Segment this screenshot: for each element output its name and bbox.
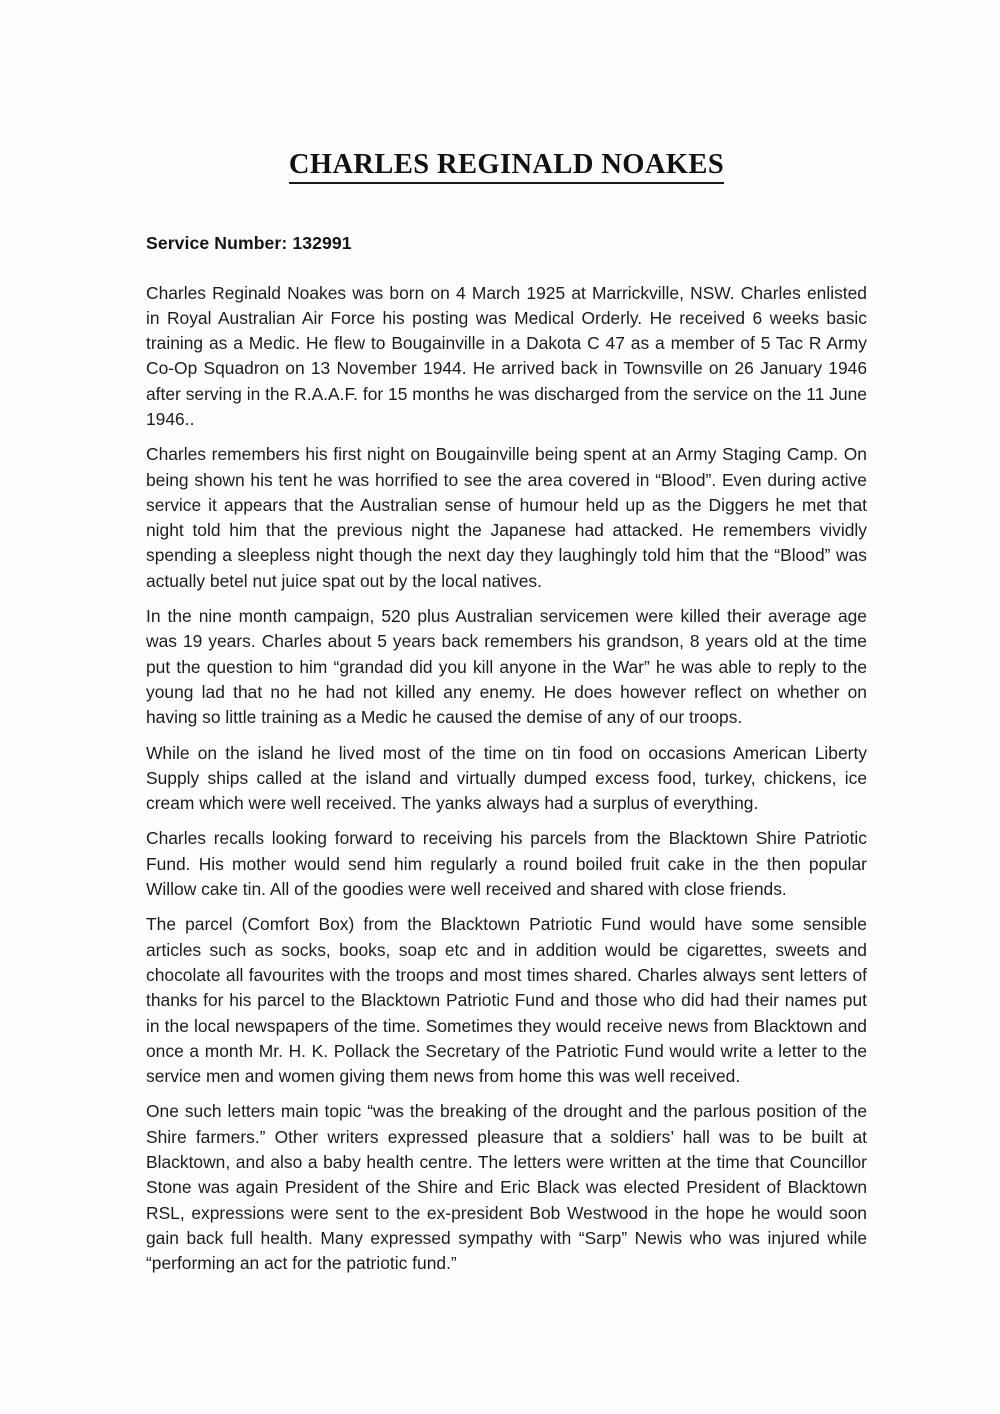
document-body (146, 254, 867, 1277)
paragraph: In the nine month campaign, 520 plus Australian servicemen were killed their average age was 19 years. Charles about 5 years back remembers his grandson, 8 years old at the time put the question to him “grandad did you kill anyone in the War” he was able to reply to the young lad that no he had not killed any enemy. He does however reflect on whether on having so little training as a Medic he caused the demise of any of our troops. (146, 606, 867, 728)
paragraph: One such letters main topic “was the breaking of the drought and the parlous position of the Shire farmers.” Other writers expressed pleasure that a soldiers’ hall was to be built at Blacktown, and also a baby health centre. The letters were written at the time that Councillor Stone was again President of the Shire and Eric Black was elected President of Blacktown RSL, expressions were sent to the ex-president Bob Westwood in the hope he would soon gain back full health. Many expressed sympathy with “Sarp” Newis who was injured while “performing an act for the patriotic fund.” (146, 1101, 867, 1274)
paragraph: Charles remembers his first night on Bougainville being spent at an Army Staging Camp. On being shown his tent he was horrified to see the area covered in “Blood”. Even during active service it appears that the Australian sense of humour held up as the Diggers he met that night told him that the previous night the Japanese had attacked. He remembers vividly spending a sleepless night though the next day they laughingly told him that the “Blood” was actually betel nut juice spat out by the local natives. (146, 444, 867, 591)
page-title-text: CHARLES REGINALD NOAKES (289, 151, 724, 184)
paragraph: While on the island he lived most of the time on tin food on occasions American Liberty Supply ships called at the island and virtually dumped excess food, turkey, chickens, ice cream which were well received. The yanks always had a surplus of everything. (146, 742, 867, 814)
page-title (146, 0, 867, 184)
paragraph: Charles recalls looking forward to receiving his parcels from the Blacktown Shire Patriotic Fund. His mother would send him regularly a round boiled fruit cake in the then popular Willow cake tin. All of the goodies were well received and shared with close friends. (146, 828, 867, 900)
paragraph: Charles Reginald Noakes was born on 4 March 1925 at Marrickville, NSW. Charles enlisted in Royal Australian Air Force his posting was Medical Orderly. He received 6 weeks basic training as a Medic. He flew to Bougainville in a Dakota C 47 as a member of 5 Tac R Army Co-Op Squadron on 13 November 1944. He arrived back in Townsville on 26 January 1946 after serving in the R.A.A.F. for 15 months he was discharged from the service on the 11 June 1946.. (146, 282, 867, 429)
service-number-heading: Service Number: 132991 (146, 232, 352, 253)
paragraph: The parcel (Comfort Box) from the Blacktown Patriotic Fund would have some sensible articles such as socks, books, soap etc and in addition would be cigarettes, sweets and chocolate all favourites with the troops and most times shared. Charles always sent letters of thanks for his parcel to the Blacktown Patriotic Fund and those who did had their names put in the local newspapers of the time. Sometimes they would receive news from Blacktown and once a month Mr. H. K. Pollack the Secretary of the Patriotic Fund would write a letter to the service men and women giving them news from home this was well received. (146, 914, 867, 1087)
document-content (146, 0, 867, 1276)
